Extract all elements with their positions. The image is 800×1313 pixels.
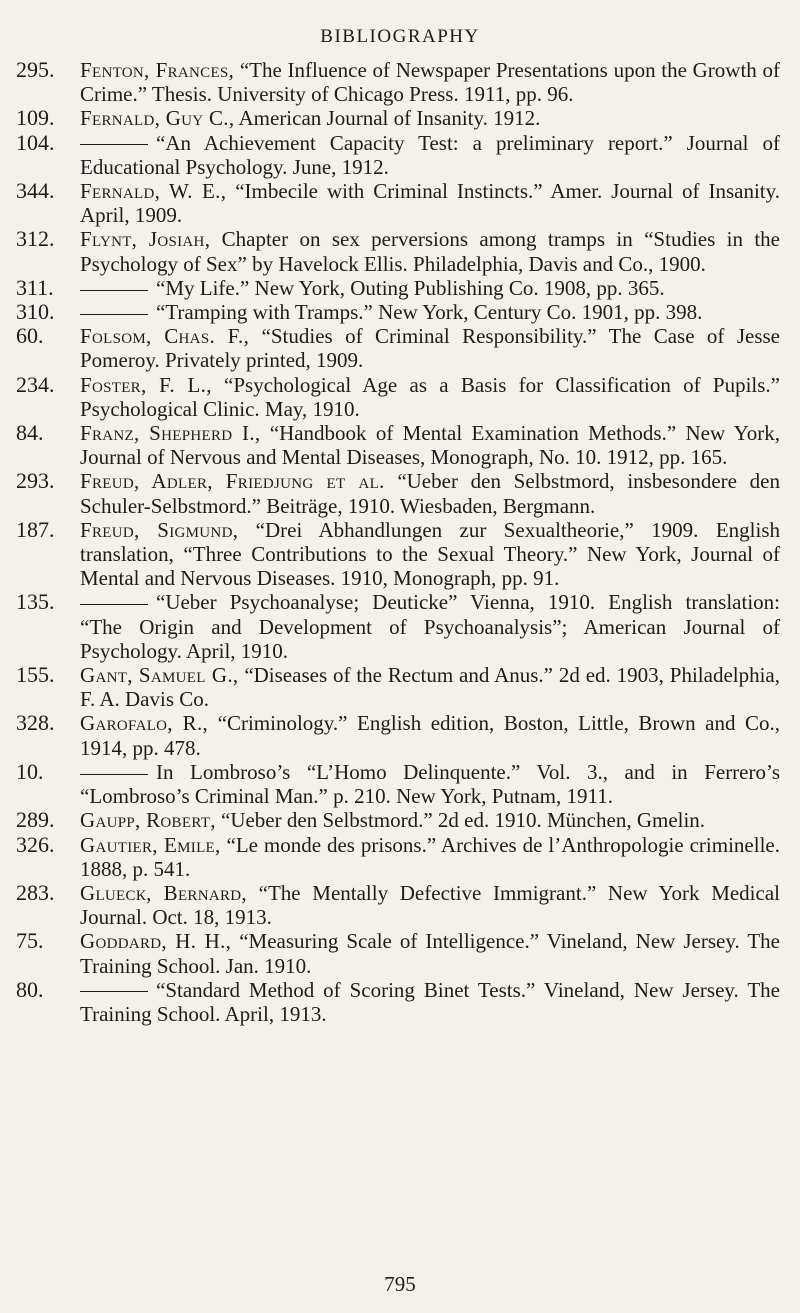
- entry-text: [80, 760, 780, 808]
- bibliography-entry: [0, 131, 800, 179]
- entry-author: Freud, Adler, Friedjung et al.: [80, 469, 385, 494]
- bibliography-list: [0, 58, 800, 1026]
- entry-citation: “The Mentally Defective Immigrant.” New York Medical Journal. Oct. 18, 1913.: [80, 880, 780, 930]
- entry-text: [80, 227, 780, 275]
- entry-number: 326.: [16, 831, 55, 857]
- entry-author: Gaupp, Robert,: [80, 808, 216, 833]
- page-number: 795: [384, 1272, 416, 1296]
- entry-number: 344.: [16, 178, 55, 204]
- entry-text: [80, 518, 780, 591]
- entry-text: [80, 663, 780, 711]
- entry-citation: “Diseases of the Rectum and Anus.” 2d ed. 1903, Philadelphia, F. A. Davis Co.: [80, 663, 780, 712]
- bibliography-entry: [0, 179, 800, 227]
- entry-text: [80, 373, 780, 421]
- bibliography-entry: [0, 711, 800, 759]
- bibliography-entry: [0, 881, 800, 929]
- entry-citation: “Handbook of Mental Examination Methods.” New York, Journal of Nervous and Mental Diseases, Monograph, No. 10. 1912, pp. 165.: [80, 421, 780, 470]
- page-header: BIBLIOGRAPHY: [320, 26, 480, 47]
- bibliography-entry: [0, 469, 800, 517]
- entry-citation: “Studies of Criminal Responsibility.” The Case of Jesse Pomeroy. Privately printed, 1909.: [80, 324, 780, 373]
- entry-text: [80, 929, 780, 977]
- entry-author: Garofalo, R.,: [80, 711, 209, 736]
- entry-citation: Chapter on sex perversions among tramps in “Studies in the Psychology of Sex” by Havelock Ellis. Philadelphia, Davis and Co., 1900.: [80, 227, 780, 276]
- ditto-dash: [80, 290, 148, 291]
- entry-citation: “Criminology.” English edition, Boston, Little, Brown and Co., 1914, pp. 478.: [80, 711, 780, 760]
- entry-citation: “Standard Method of Scoring Binet Tests.” Vineland, New Jersey. The Training School. April, 1913.: [80, 977, 780, 1026]
- entry-citation: “Tramping with Tramps.” New York, Century Co. 1901, pp. 398.: [156, 300, 703, 325]
- entry-number: 104.: [16, 129, 55, 155]
- entry-number: 187.: [16, 516, 55, 542]
- entry-author: Foster, F. L.,: [80, 372, 212, 397]
- entry-citation: “Drei Abhandlungen zur Sexualtheorie,” 1909. English translation, “Three Contributions to the Sexual Theory.” New York, Journal of Mental and Nervous Diseases. 1910, Monograph, pp. 91.: [80, 517, 780, 591]
- entry-author: Franz, Shepherd I.,: [80, 421, 261, 446]
- entry-author: Goddard, H. H.,: [80, 929, 232, 954]
- bibliography-entry: [0, 518, 800, 591]
- entry-number: 60.: [16, 323, 44, 349]
- entry-text: [80, 808, 780, 832]
- entry-author: Gant, Samuel G.,: [80, 663, 239, 688]
- entry-text: [80, 58, 780, 106]
- entry-citation: “Measuring Scale of Intelligence.” Vineland, New Jersey. The Training School. Jan. 1910.: [80, 929, 780, 978]
- bibliography-entry: [0, 227, 800, 275]
- entry-number: 293.: [16, 468, 55, 494]
- bibliography-entry: [0, 421, 800, 469]
- ditto-dash: [80, 604, 148, 605]
- entry-number: 295.: [16, 57, 55, 82]
- bibliography-entry: [0, 276, 800, 300]
- entry-number: 283.: [16, 879, 55, 905]
- bibliography-entry: [0, 978, 800, 1026]
- entry-author: Fernald, W. E.,: [80, 179, 227, 204]
- entry-text: [80, 300, 780, 324]
- bibliography-entry: [0, 106, 800, 130]
- entry-number: 155.: [16, 662, 55, 688]
- entry-text: [80, 179, 780, 227]
- entry-text: [80, 276, 780, 300]
- entry-citation: “Psychological Age as a Basis for Classification of Pupils.” Psychological Clinic. May, 1910.: [80, 372, 780, 421]
- entry-citation: In Lombroso’s “L’Homo Delinquente.” Vol. 3., and in Ferrero’s “Lombroso’s Criminal Man.” p. 210. New York, Putnam, 1911.: [80, 759, 780, 809]
- ditto-dash: [80, 314, 148, 315]
- entry-number: 311.: [16, 274, 54, 300]
- entry-author: Gluecк, Bernard,: [80, 880, 247, 905]
- entry-text: [80, 469, 780, 517]
- bibliography-entry: [0, 808, 800, 832]
- bibliography-entry: [0, 929, 800, 977]
- entry-number: 289.: [16, 807, 55, 833]
- entry-citation: American Journal of Insanity. 1912.: [234, 106, 541, 131]
- entry-citation: “The Influence of Newspaper Presentations upon the Growth of Crime.” Thesis. University of Chicago Press. 1911, pp. 96.: [80, 58, 781, 107]
- bibliography-entry: [0, 58, 800, 106]
- entry-text: [80, 833, 780, 881]
- entry-number: 109.: [16, 105, 55, 131]
- entry-author: Fernald, Guy C.,: [80, 106, 235, 131]
- bibliography-entry: [0, 324, 800, 372]
- entry-author: Flynt, Josiah,: [80, 227, 211, 252]
- bibliography-entry: [0, 663, 800, 711]
- bibliography-entry: [0, 760, 800, 808]
- ditto-dash: [80, 774, 148, 775]
- entry-author: Freud, Sigmund,: [80, 517, 239, 542]
- ditto-dash: [80, 144, 148, 145]
- entry-citation: “Ueber den Selbstmord, insbesondere den Schuler-Selbstmord.” Beiträge, 1910. Wiesbaden, Bergmann.: [80, 469, 780, 518]
- entry-number: 310.: [16, 299, 55, 325]
- entry-citation: “Ueber Psychoanalyse; Deuticke” Vienna, 1910. English translation: “The Origin and Development of Psychoanalysis”; American Journal of Psychology. April, 1910.: [80, 590, 780, 663]
- entry-citation: “Imbecile with Criminal Instincts.” Amer. Journal of Insanity. April, 1909.: [80, 179, 780, 228]
- bibliography-entry: [0, 373, 800, 421]
- entry-text: [80, 881, 780, 929]
- entry-text: [80, 711, 780, 759]
- entry-number: 135.: [16, 589, 55, 615]
- entry-author: Gautier, Emile,: [80, 832, 221, 857]
- entry-text: [80, 131, 780, 179]
- bibliography-entry: [0, 590, 800, 663]
- entry-author: Fenton, Frances,: [80, 58, 235, 82]
- entry-number: 75.: [16, 928, 44, 954]
- entry-number: 10.: [16, 758, 44, 784]
- entry-number: 234.: [16, 371, 55, 397]
- ditto-dash: [80, 991, 148, 992]
- entry-text: [80, 421, 780, 469]
- entry-citation: “My Life.” New York, Outing Publishing Co. 1908, pp. 365.: [156, 275, 665, 300]
- entry-text: [80, 978, 780, 1026]
- entry-text: [80, 324, 780, 372]
- entry-citation: “An Achievement Capacity Test: a preliminary report.” Journal of Educational Psychology. June, 1912.: [80, 130, 780, 179]
- entry-citation: “Le monde des prisons.” Archives de l’Anthropologie criminelle. 1888, p. 541.: [80, 832, 780, 881]
- entry-citation: “Ueber den Selbstmord.” 2d ed. 1910. München, Gmelin.: [215, 808, 706, 833]
- entry-text: [80, 106, 780, 130]
- bibliography-entry: [0, 833, 800, 881]
- entry-number: 328.: [16, 710, 55, 736]
- entry-text: [80, 590, 780, 663]
- entry-number: 84.: [16, 420, 44, 446]
- entry-number: 80.: [16, 976, 44, 1002]
- bibliography-entry: [0, 300, 800, 324]
- entry-number: 312.: [16, 226, 55, 252]
- entry-author: Folsom, Chas. F.,: [80, 324, 250, 349]
